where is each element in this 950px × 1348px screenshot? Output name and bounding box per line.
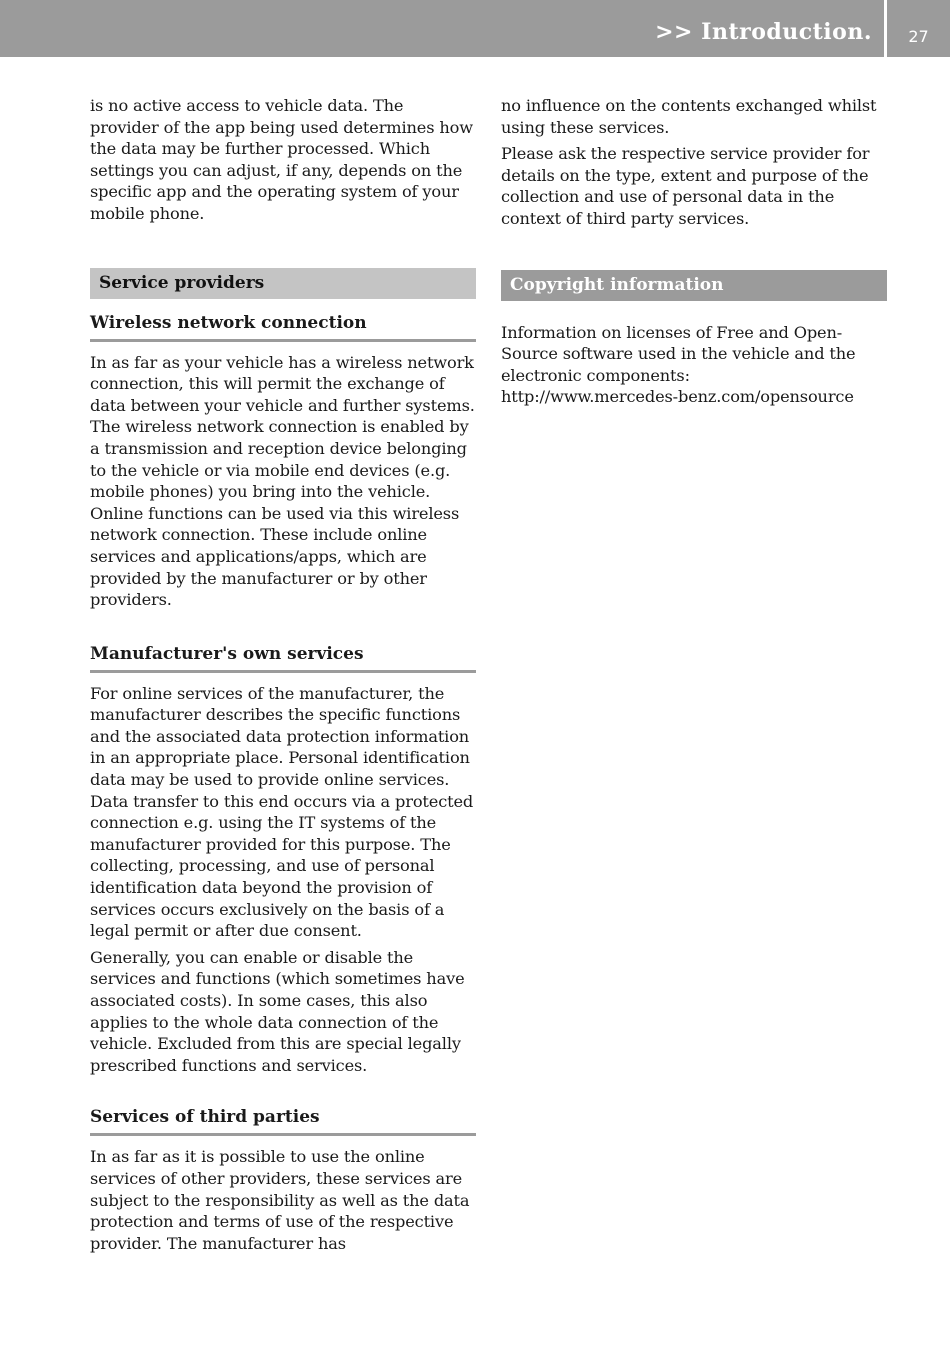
manufacturer-paragraph-1: For online services of the manufacturer, the manufacturer describes the specific functions and the associated data protection information in an appropriate place. Personal identification data may be used to provide online services. Data transfer to this end occurs via a protected connection e.g. using the IT systems of the manufacturer provided for this purpose. The collecting, processing, and use of personal identification data beyond the provision of services occurs exclusively on the basis of a legal permit or after due consent. — [90, 683, 474, 941]
section-title-service-providers: Service providers — [90, 268, 476, 299]
right-column — [501, 95, 887, 413]
heading-wireless-network-connection: Wireless network connection — [90, 312, 476, 342]
section-title-copyright-information: Copyright information — [501, 270, 887, 301]
chapter-title: >> Introduction. — [655, 19, 872, 45]
opensource-url[interactable]: http://www.mercedes-benz.com/opensource — [501, 387, 854, 407]
copyright-paragraph: Information on licenses of Free and Open-Source software used in the vehicle and the electronic components: — [501, 322, 856, 385]
left-column — [90, 95, 476, 1259]
continued-paragraph: no influence on the contents exchanged whilst using these services. — [501, 96, 877, 137]
third-parties-paragraph: In as far as it is possible to use the online services of other providers, these services are subject to the responsibility as well as the data protection and terms of use of the respective provider. The manufacturer has — [90, 1147, 470, 1253]
page-number: 27 — [908, 27, 929, 46]
page-header — [0, 0, 950, 57]
heading-manufacturers-own-services: Manufacturer's own services — [90, 643, 476, 673]
manufacturer-paragraph-2: Generally, you can enable or disable the services and functions (which sometimes have associated costs). In some cases, this also applies to the whole data connection of the vehicle. Excluded from this are special legally prescribed functions and services. — [90, 947, 465, 1075]
intro-paragraph: is no active access to vehicle data. The provider of the app being used determines how the data may be further processed. Which settings you can adjust, if any, depends on the specific app and the operating system of your mobile phone. — [90, 96, 473, 223]
wireless-paragraph: In as far as your vehicle has a wireless network connection, this will permit the exchange of data between your vehicle and further systems. The wireless network connection is enabled by a transmission and reception device belonging to the vehicle or via mobile end devices (e.g. mobile phones) you bring into the vehicle. Online functions can be used via this wireless network connection. These include online services and applications/apps, which are provided by the manufacturer or by other providers. — [90, 352, 475, 610]
service-provider-paragraph: Please ask the respective service provider for details on the type, extent and purpose of the collection and use of personal data in the context of third party services. — [501, 144, 870, 228]
heading-services-of-third-parties: Services of third parties — [90, 1106, 476, 1136]
